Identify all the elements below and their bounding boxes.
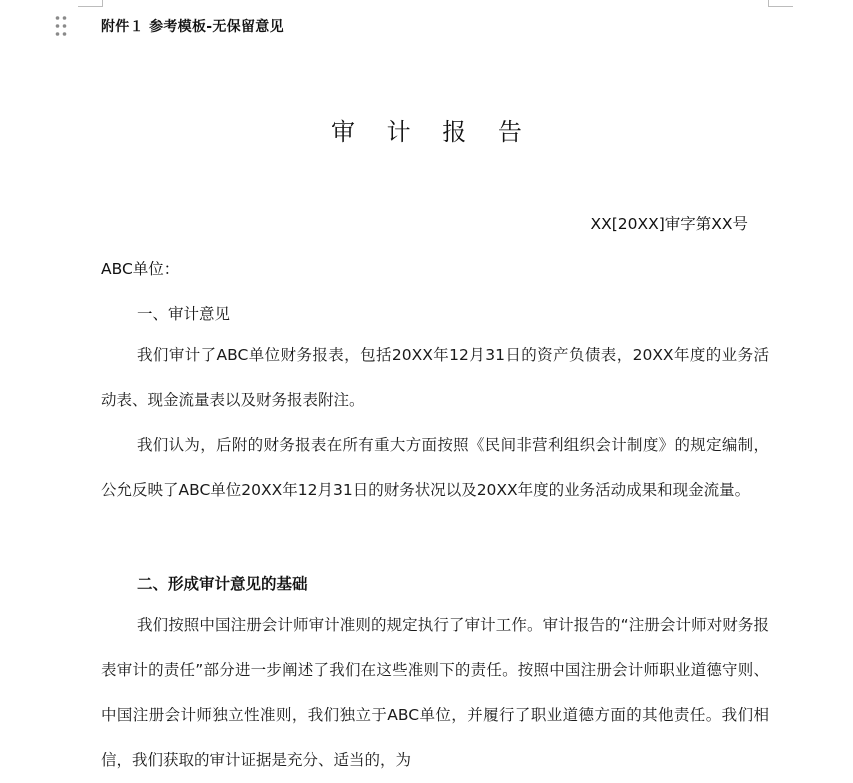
addressee: ABC单位： — [101, 260, 180, 278]
paragraph-audit-conclusion: 我们认为，后附的财务报表在所有重大方面按照《民间非营利组织会计制度》的规定编制，公允反映了ABC单位20XX年12月31日的财务状况以及20XX年度的业务活动成果和现金流量。 — [101, 436, 769, 499]
paragraph-audit-scope: 我们审计了ABC单位财务报表，包括20XX年12月31日的资产负债表，20XX年度的业务活动表、现金流量表以及财务报表附注。 — [101, 346, 769, 409]
page-corner-mark-left — [78, 0, 103, 7]
paragraph-basis-for-opinion: 我们按照中国注册会计师审计准则的规定执行了审计工作。审计报告的“注册会计师对财务报表审计的责任”部分进一步阐述了我们在这些准则下的责任。按照中国注册会计师职业道德守则、中国注册会计师独立性准则，我们独立于ABC单位，并履行了职业道德方面的其他责任。我们相信，我们获取的审计证据是充分、适当的，为 — [101, 616, 769, 769]
drag-handle-icon[interactable] — [54, 15, 68, 37]
report-title: 审 计 报 告 — [331, 118, 534, 146]
report-number — [590, 212, 748, 234]
report-number-text: XX[20XX]审字第XX号 — [590, 215, 748, 233]
page-corner-mark-right — [768, 0, 793, 7]
section-heading-basis-for-opinion: 二、形成审计意见的基础 — [137, 575, 308, 593]
attachment-label: 附件１ 参考模板-无保留意见 — [101, 19, 284, 35]
section-heading-audit-opinion: 一、审计意见 — [137, 305, 231, 323]
